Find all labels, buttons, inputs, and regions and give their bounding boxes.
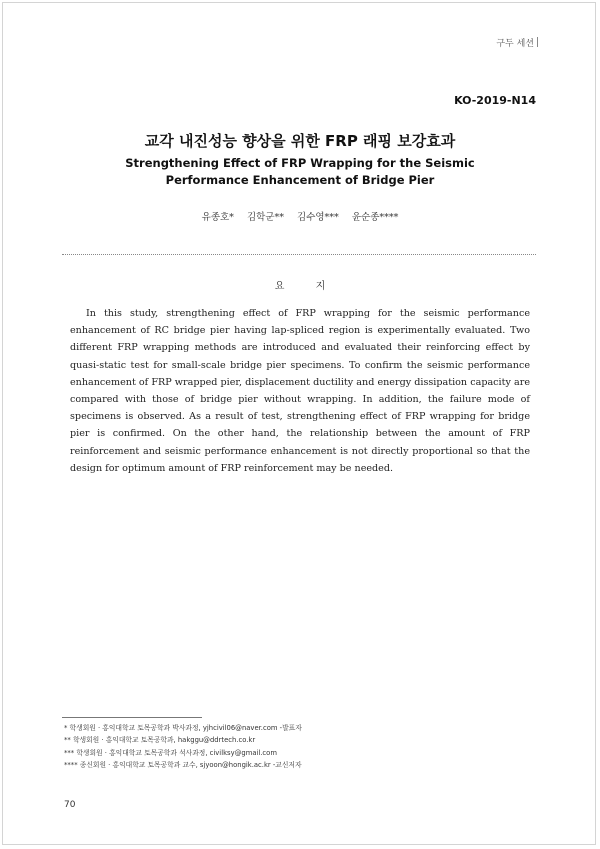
footnote-4: **** 종신회원 · 홍익대학교 토목공학과 교수, sjyoon@hongik.ac.kr -교신저자 — [64, 761, 302, 770]
dotted-divider — [62, 254, 536, 255]
footnote-divider — [62, 717, 202, 718]
session-label: 구두 세션 — [496, 39, 534, 49]
title-english — [0, 155, 600, 189]
footnote-2: ** 학생회원 · 홍익대학교 토목공학과, hakggu@ddrtech.co.kr — [64, 736, 256, 745]
paper-code: KO-2019-N14 — [454, 94, 536, 107]
page-number: 70 — [64, 800, 76, 810]
footnote-list — [64, 722, 302, 772]
author-3: 김수영*** — [297, 212, 339, 223]
author-2: 김학군** — [246, 212, 284, 223]
title-korean: 교각 내진성능 향상을 위한 FRP 래핑 보강효과 — [144, 132, 456, 150]
author-4: 윤순종**** — [351, 212, 399, 223]
abstract-text: In this study, strengthening effect of FRP wrapping for the seismic performance enhancement of RC bridge pier having lap-spliced region is experimentally evaluated. Two different FRP wrapping methods are introduced and evaluated their reinforcing effect by quasi-static test for small-scale bridge pier specimens. To confirm the seismic performance enhancement of FRP wrapped pier, displacement ductility and energy dissipation capacity are compared with those of bridge pier without wrapping. In addition, the failure mode of specimens is observed. As a result of test, strengthening effect of FRP wrapping for bridge pier is confirmed. On the other hand, the relationship between the amount of FRP reinforcement and seismic performance enhancement is not directly proportional so that the design for optimum amount of FRP reinforcement may be needed. — [70, 308, 530, 474]
title-english-line-1: Strengthening Effect of FRP Wrapping for the Seismic — [125, 156, 475, 170]
title-english-line-2: Performance Enhancement of Bridge Pier — [165, 173, 435, 187]
author-1: 유종호* — [201, 212, 234, 223]
author-list — [0, 209, 600, 223]
footnote-1: * 학생회원 · 홍익대학교 토목공학과 박사과정, yjhcivil06@naver.com -발표자 — [64, 724, 302, 732]
session-divider — [537, 37, 538, 47]
abstract-heading: 요 지 — [274, 281, 340, 292]
footnote-3: *** 학생회원 · 홍익대학교 토목공학과 석사과정, civilksy@gmail.com — [64, 748, 277, 757]
